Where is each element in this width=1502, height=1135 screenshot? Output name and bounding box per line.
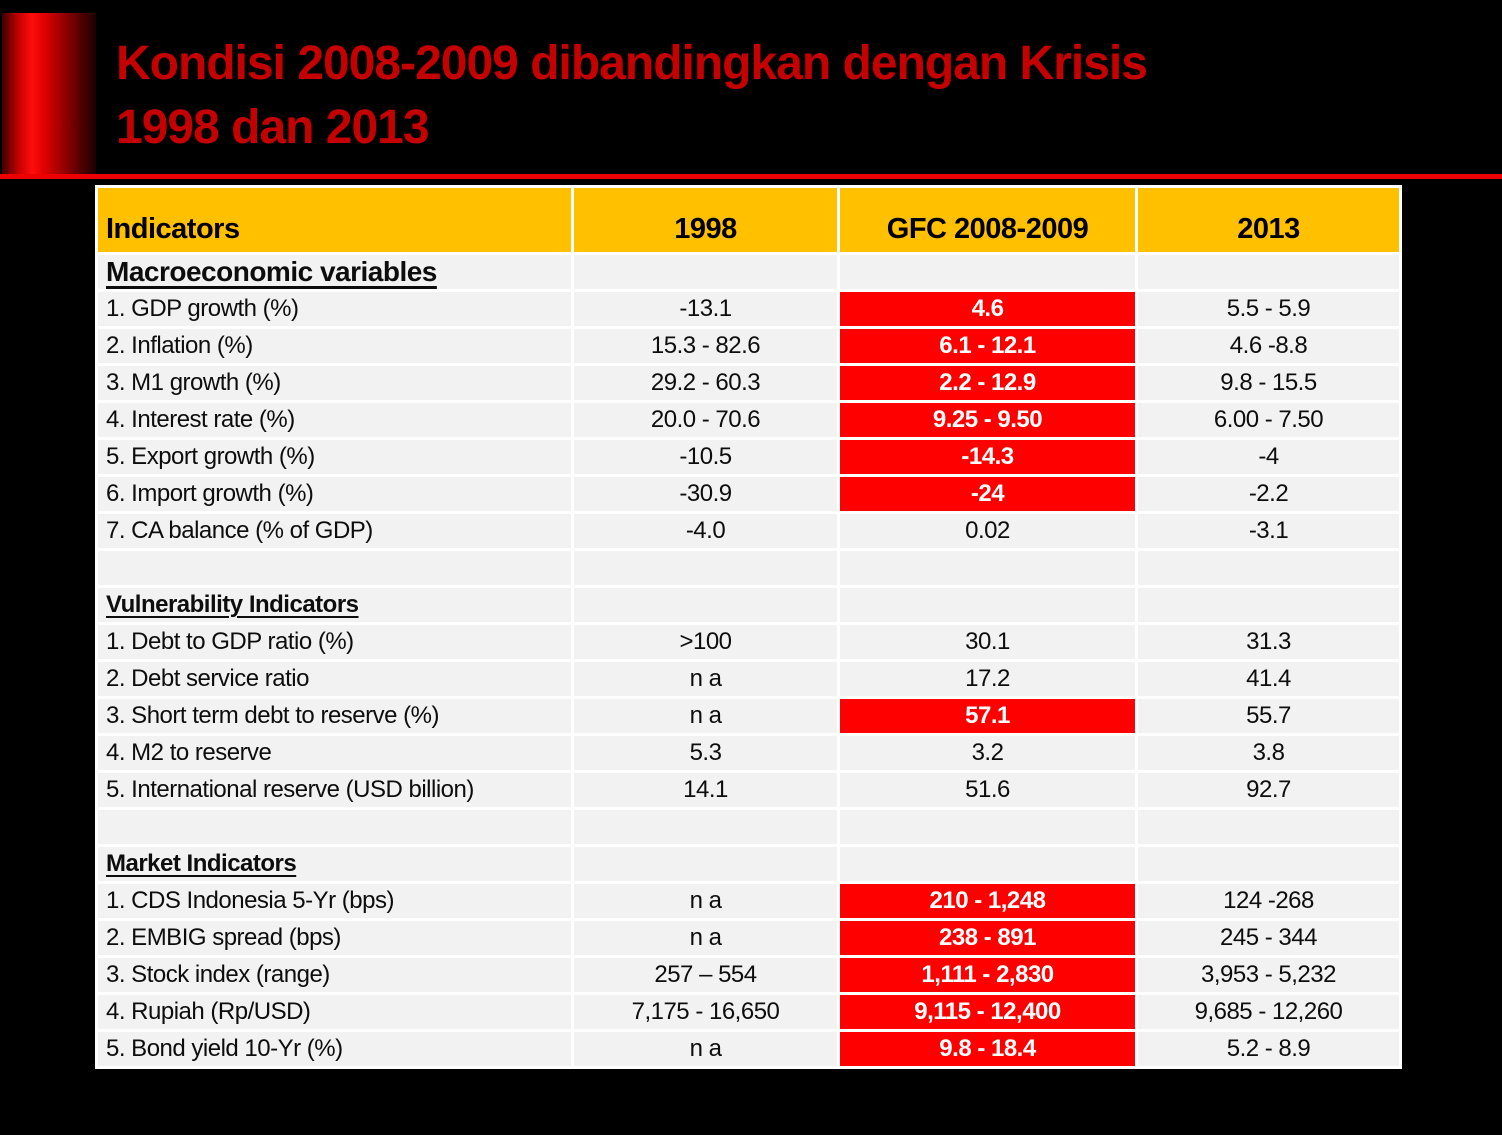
section-empty-cell xyxy=(574,588,837,622)
value-1998-cell: >100 xyxy=(574,625,837,659)
value-gfc-cell: 2.2 - 12.9 xyxy=(840,366,1135,400)
indicator-label-cell: 5. International reserve (USD billion) xyxy=(98,773,571,807)
value-1998-cell: 14.1 xyxy=(574,773,837,807)
value-2013-cell: 3.8 xyxy=(1138,736,1399,770)
section-header-cell: Market Indicators xyxy=(98,847,571,881)
value-gfc-cell: 3.2 xyxy=(840,736,1135,770)
indicator-label-cell: 4. M2 to reserve xyxy=(98,736,571,770)
value-1998-cell: -30.9 xyxy=(574,477,837,511)
accent-bar xyxy=(2,13,96,174)
value-2013-cell: -2.2 xyxy=(1138,477,1399,511)
column-header-y2013: 2013 xyxy=(1138,188,1399,252)
value-1998-cell: n a xyxy=(574,884,837,918)
indicator-label-cell: 2. Inflation (%) xyxy=(98,329,571,363)
value-1998-cell: -4.0 xyxy=(574,514,837,548)
value-2013-cell: 55.7 xyxy=(1138,699,1399,733)
section-empty-cell xyxy=(574,847,837,881)
spacer-cell xyxy=(840,551,1135,585)
section-empty-cell xyxy=(1138,588,1399,622)
section-header-cell: Vulnerability Indicators xyxy=(98,588,571,622)
spacer-cell xyxy=(574,810,837,844)
section-header-cell: Macroeconomic variables xyxy=(98,255,571,289)
indicator-label-cell: 5. Export growth (%) xyxy=(98,440,571,474)
value-1998-cell: n a xyxy=(574,662,837,696)
spacer-cell xyxy=(98,551,571,585)
section-empty-cell xyxy=(840,847,1135,881)
value-gfc-cell: 4.6 xyxy=(840,292,1135,326)
column-header-gfc: GFC 2008-2009 xyxy=(840,188,1135,252)
indicator-label-cell: 4. Interest rate (%) xyxy=(98,403,571,437)
value-gfc-cell: 6.1 - 12.1 xyxy=(840,329,1135,363)
indicator-label-cell: 1. Debt to GDP ratio (%) xyxy=(98,625,571,659)
comparison-table xyxy=(95,185,1402,1069)
value-gfc-cell: 30.1 xyxy=(840,625,1135,659)
indicator-label-cell: 1. CDS Indonesia 5-Yr (bps) xyxy=(98,884,571,918)
slide-title-line2: 1998 dan 2013 xyxy=(116,101,429,154)
section-empty-cell xyxy=(574,255,837,289)
section-empty-cell xyxy=(840,255,1135,289)
value-2013-cell: 92.7 xyxy=(1138,773,1399,807)
value-2013-cell: 3,953 - 5,232 xyxy=(1138,958,1399,992)
value-1998-cell: n a xyxy=(574,699,837,733)
value-2013-cell: 6.00 - 7.50 xyxy=(1138,403,1399,437)
value-2013-cell: 5.2 - 8.9 xyxy=(1138,1032,1399,1066)
title-underline-rule xyxy=(0,174,1502,179)
slide-title-line1: Kondisi 2008-2009 dibandingkan dengan Krisis xyxy=(116,37,1147,90)
section-empty-cell xyxy=(1138,847,1399,881)
spacer-cell xyxy=(574,551,837,585)
spacer-cell xyxy=(1138,551,1399,585)
indicator-label-cell: 7. CA balance (% of GDP) xyxy=(98,514,571,548)
value-gfc-cell: 9.25 - 9.50 xyxy=(840,403,1135,437)
value-1998-cell: 15.3 - 82.6 xyxy=(574,329,837,363)
value-1998-cell: 5.3 xyxy=(574,736,837,770)
value-2013-cell: -3.1 xyxy=(1138,514,1399,548)
indicator-label-cell: 6. Import growth (%) xyxy=(98,477,571,511)
value-1998-cell: 7,175 - 16,650 xyxy=(574,995,837,1029)
indicator-label-cell: 3. Short term debt to reserve (%) xyxy=(98,699,571,733)
value-gfc-cell: 17.2 xyxy=(840,662,1135,696)
indicator-label-cell: 2. Debt service ratio xyxy=(98,662,571,696)
slide-title xyxy=(116,32,1456,160)
spacer-cell xyxy=(98,810,571,844)
value-2013-cell: 4.6 -8.8 xyxy=(1138,329,1399,363)
section-empty-cell xyxy=(840,588,1135,622)
value-gfc-cell: 1,111 - 2,830 xyxy=(840,958,1135,992)
column-header-y1998: 1998 xyxy=(574,188,837,252)
value-gfc-cell: -24 xyxy=(840,477,1135,511)
value-1998-cell: -10.5 xyxy=(574,440,837,474)
indicator-label-cell: 5. Bond yield 10-Yr (%) xyxy=(98,1032,571,1066)
value-2013-cell: 31.3 xyxy=(1138,625,1399,659)
value-gfc-cell: 9.8 - 18.4 xyxy=(840,1032,1135,1066)
value-1998-cell: n a xyxy=(574,1032,837,1066)
value-2013-cell: -4 xyxy=(1138,440,1399,474)
value-2013-cell: 41.4 xyxy=(1138,662,1399,696)
value-2013-cell: 9,685 - 12,260 xyxy=(1138,995,1399,1029)
value-1998-cell: n a xyxy=(574,921,837,955)
value-1998-cell: 20.0 - 70.6 xyxy=(574,403,837,437)
value-1998-cell: 257 – 554 xyxy=(574,958,837,992)
column-header-indicators: Indicators xyxy=(98,188,571,252)
value-gfc-cell: 238 - 891 xyxy=(840,921,1135,955)
value-gfc-cell: 0.02 xyxy=(840,514,1135,548)
indicator-label-cell: 1. GDP growth (%) xyxy=(98,292,571,326)
indicator-label-cell: 3. M1 growth (%) xyxy=(98,366,571,400)
spacer-cell xyxy=(840,810,1135,844)
value-2013-cell: 5.5 - 5.9 xyxy=(1138,292,1399,326)
value-1998-cell: 29.2 - 60.3 xyxy=(574,366,837,400)
indicator-label-cell: 4. Rupiah (Rp/USD) xyxy=(98,995,571,1029)
value-gfc-cell: 9,115 - 12,400 xyxy=(840,995,1135,1029)
value-gfc-cell: 210 - 1,248 xyxy=(840,884,1135,918)
value-2013-cell: 245 - 344 xyxy=(1138,921,1399,955)
value-gfc-cell: -14.3 xyxy=(840,440,1135,474)
value-gfc-cell: 51.6 xyxy=(840,773,1135,807)
indicator-label-cell: 3. Stock index (range) xyxy=(98,958,571,992)
value-2013-cell: 9.8 - 15.5 xyxy=(1138,366,1399,400)
value-gfc-cell: 57.1 xyxy=(840,699,1135,733)
value-1998-cell: -13.1 xyxy=(574,292,837,326)
indicator-label-cell: 2. EMBIG spread (bps) xyxy=(98,921,571,955)
section-empty-cell xyxy=(1138,255,1399,289)
value-2013-cell: 124 -268 xyxy=(1138,884,1399,918)
spacer-cell xyxy=(1138,810,1399,844)
